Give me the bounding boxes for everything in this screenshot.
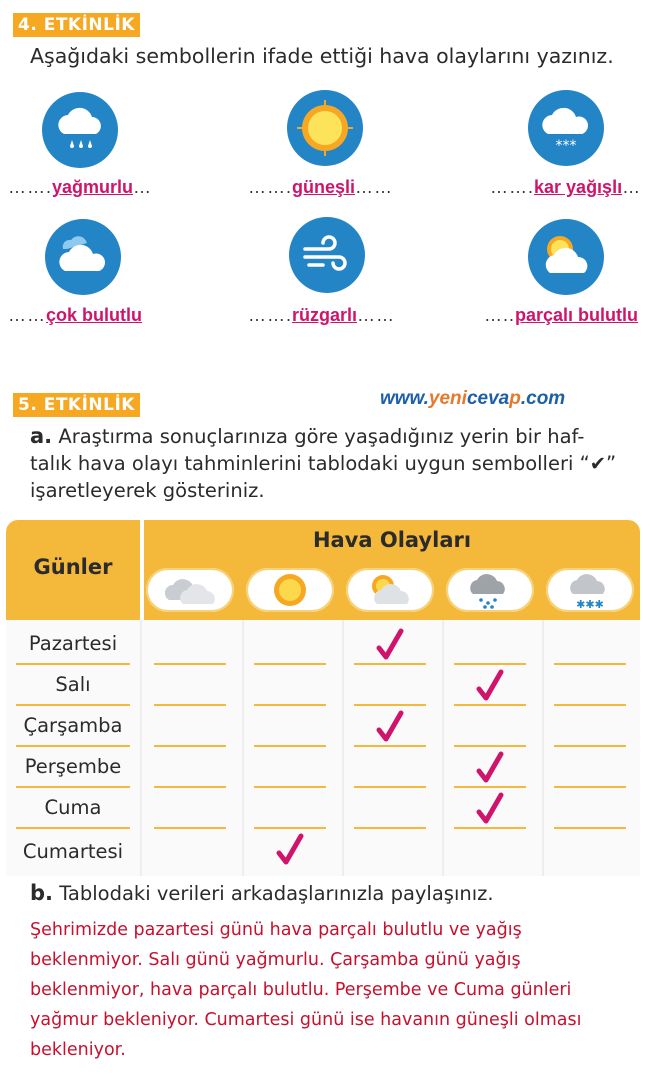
answer-2: …….güneşli…… — [248, 177, 394, 197]
partly-cloudy-column-icon — [346, 568, 434, 612]
cell-line — [154, 704, 226, 706]
answer-5: …….rüzgarlı…… — [248, 305, 396, 325]
cell-line — [354, 745, 426, 747]
answer-line: Şehrimizde pazartesi günü hava parçalı bulutlu ve yağış — [30, 920, 522, 940]
checkmark-icon[interactable] — [376, 710, 404, 744]
rainy-column-icon — [446, 568, 534, 612]
sunny-column-icon — [246, 568, 334, 612]
activity-4-tag: 4. ETKİNLİK — [13, 13, 140, 37]
wind-icon — [289, 217, 365, 293]
cell-line — [454, 786, 526, 788]
sun-icon — [287, 90, 363, 166]
weather-table — [6, 520, 640, 876]
cell-line — [154, 786, 226, 788]
snow-cloud-icon — [528, 90, 604, 166]
row-sali: Salı — [55, 673, 91, 696]
checkmark-icon[interactable] — [376, 628, 404, 662]
cloudy-icon — [45, 219, 121, 295]
svg-text:✱✱✱: ✱✱✱ — [576, 598, 604, 610]
cloudy-column-icon — [146, 568, 234, 612]
answer-line: beklenmiyor, hava parçalı bulutlu. Perşembe ve Cuma günleri — [30, 980, 572, 1000]
answer-line: bekleniyor. — [30, 1040, 126, 1060]
part-a-text: a. Araştırma sonuçlarınıza göre yaşadığınız yerin bir haf- talık hava olayı tahminlerini tablodaki uygun sembolleri “✔” işaretleyerek gösteriniz. — [30, 424, 617, 502]
row-cumartesi: Cumartesi — [22, 840, 124, 863]
weather-header: Hava Olayları — [312, 528, 472, 552]
activity-5-tag: 5. ETKİNLİK — [13, 393, 140, 417]
answer-line: beklenmiyor. Salı günü yağmurlu. Çarşamba günü yağış — [30, 950, 521, 970]
cell-line — [254, 827, 326, 829]
cell-line — [354, 827, 426, 829]
answer-paragraph — [30, 915, 645, 1065]
checkmark-icon[interactable] — [476, 792, 504, 826]
checkmark-icon[interactable] — [476, 669, 504, 703]
answer-4: ……çok bulutlu — [8, 305, 142, 325]
cell-line — [154, 663, 226, 665]
row-persembe: Perşembe — [24, 755, 122, 778]
snowy-column-icon — [546, 568, 634, 612]
cell-line — [354, 786, 426, 788]
cell-line — [554, 786, 626, 788]
answer-3: …….kar yağışlı… — [490, 177, 642, 197]
cell-line — [454, 704, 526, 706]
cell-line — [254, 745, 326, 747]
rain-cloud-icon — [42, 92, 118, 168]
svg-text:***: *** — [555, 138, 577, 154]
cell-line — [454, 745, 526, 747]
cell-line — [454, 663, 526, 665]
activity-4-instruction: Aşağıdaki sembollerin ifade ettiği hava olaylarını yazınız. — [30, 44, 614, 68]
website-url: www.yenicevap.com — [380, 388, 566, 409]
part-b-text: b. Tablodaki verileri arkadaşlarınızla paylaşınız. — [30, 881, 494, 905]
checkmark-icon[interactable] — [276, 833, 304, 867]
answer-6: …..parçalı bulutlu — [484, 305, 639, 325]
checkmark-icon[interactable] — [476, 751, 504, 785]
partly-cloudy-icon — [528, 219, 604, 295]
cell-line — [254, 786, 326, 788]
answer-line: yağmur bekleniyor. Cumartesi günü ise havanın güneşli olması — [30, 1010, 582, 1030]
cell-line — [154, 745, 226, 747]
cell-line — [554, 745, 626, 747]
answer-1: …….yağmurlu… — [8, 177, 153, 197]
cell-line — [454, 827, 526, 829]
cell-line — [254, 704, 326, 706]
row-cuma: Cuma — [44, 796, 102, 819]
cell-line — [354, 663, 426, 665]
cell-line — [354, 704, 426, 706]
cell-line — [254, 663, 326, 665]
cell-line — [554, 827, 626, 829]
row-carsamba: Çarşamba — [23, 714, 123, 737]
days-header: Günler — [33, 555, 113, 579]
cell-line — [554, 704, 626, 706]
cell-line — [154, 827, 226, 829]
cell-line — [554, 663, 626, 665]
row-pazartesi: Pazartesi — [28, 632, 118, 655]
